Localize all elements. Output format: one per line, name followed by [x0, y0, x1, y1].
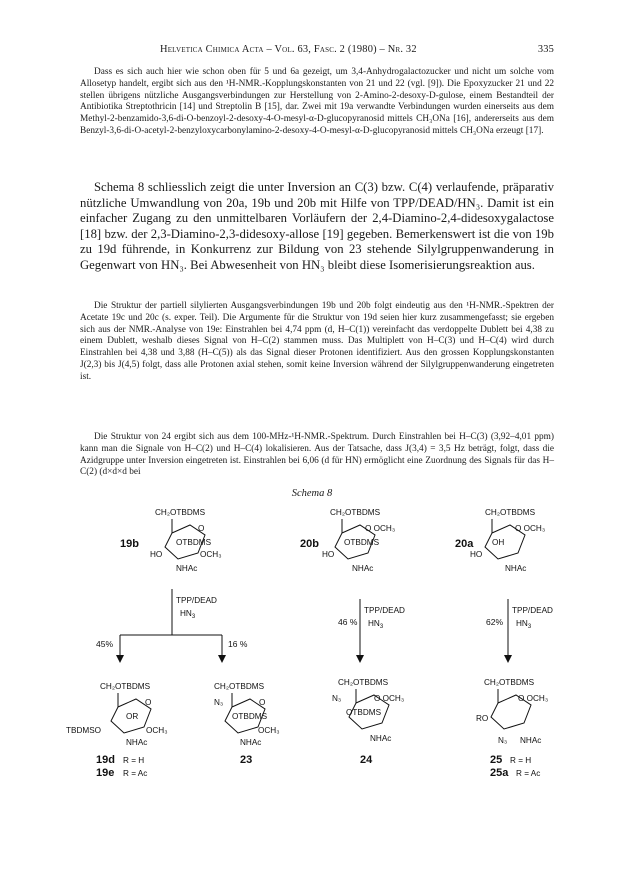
yield-19d: 45% — [96, 639, 114, 649]
19b-ho: HO — [150, 550, 163, 559]
reaction-scheme — [0, 495, 624, 825]
20a-oh: OH — [492, 538, 505, 547]
paragraph-structure-24: Die Struktur von 24 ergibt sich aus dem 100-MHz-¹H-NMR.-Spektrum. Durch Einstrahlen bei H–C(3) (3,92–4,01 ppm) kann man die Signale von H–C(2) und H–C(4) lokalisieren. Aus der Tatsache, dass J(3,4) = 3,5 Hz beträgt, folgt, dass die Azidgruppe unter Inversion eingetreten ist. Einstrahlen bei 6,06 (d für HN) ermöglicht eine Zuordnung des Signals für das H–C(2) (d×d×d bei — [80, 432, 554, 478]
arrowhead-right — [218, 655, 226, 663]
compound-20a-label: 20a — [455, 538, 474, 550]
25-n3: N₃ — [498, 736, 508, 745]
page-number: 335 — [537, 44, 554, 55]
reagent-19b: TPP/DEAD — [176, 596, 217, 605]
25-ro: RO — [476, 714, 489, 723]
24-ch2-label: CH₂OTBDMS — [338, 678, 389, 687]
23-nhac: NHAc — [240, 738, 262, 747]
arrowhead-25 — [504, 655, 512, 663]
19d-or: OR — [126, 712, 139, 721]
scheme-title: Schema 8 — [291, 488, 333, 499]
compound-25-label: 25 — [490, 754, 503, 766]
20a-nhac: NHAc — [505, 564, 527, 573]
19b-ring-o: O — [198, 524, 205, 533]
19d-nhac: NHAc — [126, 738, 148, 747]
journal-title: Helvetica Chimica Acta – Vol. 63, Fasc. 2 (1980) – Nr. 32 — [160, 44, 417, 55]
arrowhead-24 — [356, 655, 364, 663]
20b-nhac: NHAc — [352, 564, 374, 573]
running-header — [80, 44, 554, 58]
19d-r-note: R = H — [123, 756, 145, 765]
compound-24-label: 24 — [360, 754, 373, 766]
compound-19b-label: 19b — [120, 538, 139, 550]
compound-19d-label: 19d — [96, 754, 115, 766]
yield-25: 62% — [486, 617, 504, 627]
23-ring-o: O — [259, 698, 266, 707]
compound-19e-label: 19e — [96, 767, 115, 779]
hn3-20a: $HN_3$ — [516, 619, 532, 630]
19b-ch2-label: CH₂OTBDMS — [155, 508, 206, 517]
20b-otbdms: OTBDMS — [344, 538, 380, 547]
20b-ho: HO — [322, 550, 335, 559]
19b-otbdms: OTBDMS — [176, 538, 212, 547]
19d-och3: OCH₃ — [146, 726, 168, 735]
yield-24: 46 % — [338, 617, 358, 627]
hn3-19b: $HN_3$ — [180, 609, 196, 620]
compound-25a-label: 25a — [490, 767, 509, 779]
compound-23-label: 23 — [240, 754, 253, 766]
paragraph-schema-8: Schema 8 schliesslich zeigt die unter Inversion an C(3) bzw. C(4) verlaufende, präparativ nützliche Umwandlung von 20a, 19b und 20b mit Hilfe von TPP/DEAD/HN₃. Damit ist ein einfacher Zugang zu den unmittelbaren Vorläufern der 2,4-Diamino-2,4-didesoxygalactose [18] bzw. der 2,3-Diamino-2,3-didesoxy-allose [19] gegeben. Bemerkenswert ist die von 19b zu 19d führende, in Konkurrenz zur Bildung von 23 stehende Silylgruppenwanderung in Gegenwart von HN₃. Bei Abwesenheit von HN₃ bleibt diese Isomerisierungsreaktion aus. — [80, 180, 554, 272]
25a-r-note: R = Ac — [516, 769, 541, 778]
25-ch2-label: CH₂OTBDMS — [484, 678, 535, 687]
19b-nhac: NHAc — [176, 564, 198, 573]
hn3-20b: $HN_3$ — [368, 619, 384, 630]
20a-ho: HO — [470, 550, 483, 559]
paragraph-epoxy-sugars: Dass es sich auch hier wie schon oben für 5 und 6a gezeigt, um 3,4-Anhydrogalactozucker und nicht um solche vom Allosetyp handelt, ergibt sich aus den ¹H-NMR.-Kopplungskonstanten von 21 und 22 (vgl. [9]). Die Epoxyzucker 21 und 22 stellen übrigens nützliche Ausgangsverbindungen zur Herstellung von 2-Amino-2-desoxy-D-gulose, einem Bestandteil der Antibiotika Streptothricin [14] und Streptolin B [15], dar. Zwei mit 19a verwandte Verbindungen wurden einerseits aus dem Methyl-2-benzamido-3,6-di-O-benzoyl-2-desoxy-4-O-mesyl-α-D-glucopyranosid mittels CH₃ONa [16], andererseits aus dem Benzyl-3,6-di-O-acetyl-2-benzyloxycarbonylamino-2-desoxy-4-O-mesyl-α-D-glucopyranosid mittels CH₃ONa erzeugt [17]. — [80, 67, 554, 136]
25-nhac: NHAc — [520, 736, 542, 745]
20b-ch2-label: CH₂OTBDMS — [330, 508, 381, 517]
25-och3: O OCH₃ — [518, 694, 549, 703]
yield-23: 16 % — [228, 639, 248, 649]
25-r-note: R = H — [510, 756, 532, 765]
19e-r-note: R = Ac — [123, 769, 148, 778]
paragraph-structure-19d: Die Struktur der partiell silylierten Ausgangsverbindungen 19b und 20b folgt eindeutig aus den ¹H-NMR.-Spektren der Acetate 19c und 20c (s. exper. Teil). Die Argumente für die Struktur von 19d seien hier kurz zusammengefasst; sie ergeben sich aus der NMR.-Analyse von 19e: Einstrahlen bei 4,74 ppm (d, H–C(1)) vereinfacht das verdoppelte Dublett bei 4,38 zu einem Dublett, weshalb dieses Signal von H–C(2) stammen muss. Das Multiplett von H–C(3) und H–C(4) wird durch Einstrahlen bei 4,38 und 3,88 (H–C(5)) als das Signal dieser Protonen identifiziert. Aus den grossen Kopplungskonstanten J(2,3) bis J(4,5) folgt, dass alle Protonen axial stehen, somit keine Inversion während der Silylgruppenwanderung eingetreten ist. — [80, 301, 554, 382]
20a-ch2-label: CH₂OTBDMS — [485, 508, 536, 517]
19b-och3: OCH₃ — [200, 550, 222, 559]
23-otbdms: OTBDMS — [232, 712, 268, 721]
24-n3: N₃ — [332, 694, 342, 703]
reagent-20a: TPP/DEAD — [512, 606, 553, 615]
23-och3: OCH₃ — [258, 726, 280, 735]
24-nhac: NHAc — [370, 734, 392, 743]
compound-20b-label: 20b — [300, 538, 319, 550]
23-ch2-label: CH₂OTBDMS — [214, 682, 265, 691]
24-otbdms: OTBDMS — [346, 708, 382, 717]
19d-ring-o: O — [145, 698, 152, 707]
arrowhead-left — [116, 655, 124, 663]
19d-tbdmso: TBDMSO — [66, 726, 102, 735]
reagent-20b: TPP/DEAD — [364, 606, 405, 615]
23-n3: N₃ — [214, 698, 224, 707]
20b-och3: O OCH₃ — [365, 524, 396, 533]
24-och3: O OCH₃ — [374, 694, 405, 703]
20a-och3: O OCH₃ — [515, 524, 546, 533]
19d-ch2-label: CH₂OTBDMS — [100, 682, 151, 691]
